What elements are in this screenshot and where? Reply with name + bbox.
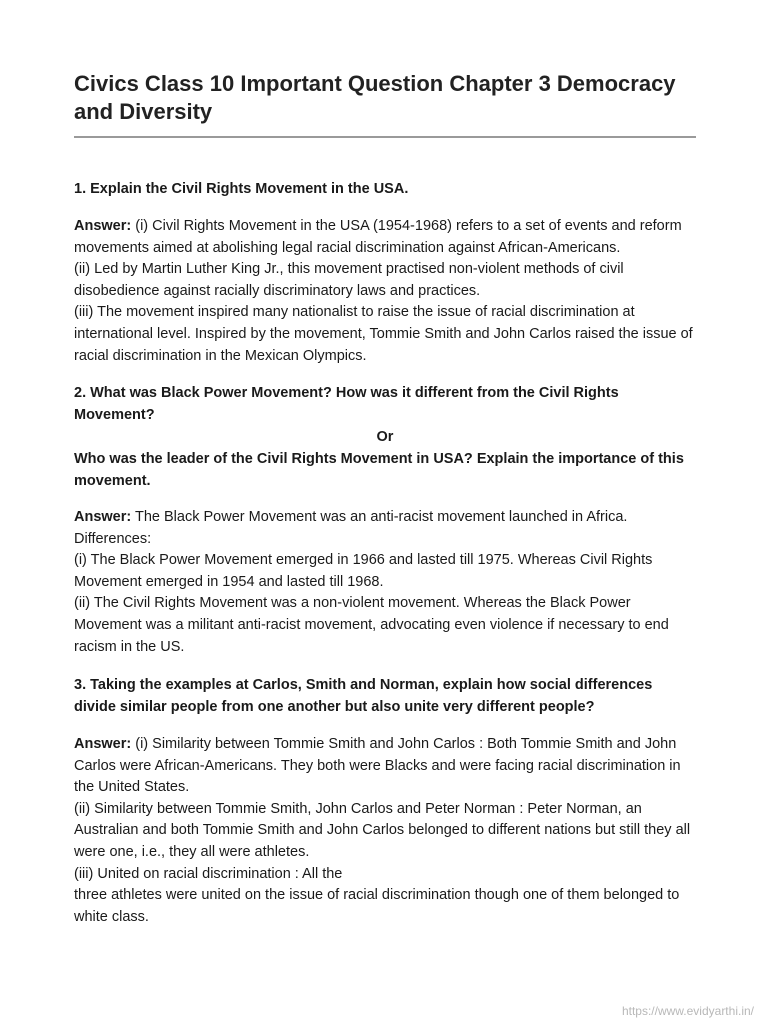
answer-3-line-1: (i) Similarity between Tommie Smith and John Carlos : Both Tommie Smith and John Carlos were African-Americans. They both were Blacks and were facing racial discrimination in the United States. [74, 736, 681, 796]
answer-1-line-3: (iii) The movement inspired many nationalist to raise the issue of racial discrimination at international level. Inspired by the movement, Tommie Smith and John Carlos raised the issue of racial discrimination in the Mexican Olympics. [74, 304, 693, 364]
source-watermark: https://www.evidyarthi.in/ [621, 1004, 754, 1018]
question-2-block [74, 382, 696, 492]
answer-2-line-3: (i) The Black Power Movement emerged in 1966 and lasted till 1975. Whereas Civil Rights Movement emerged in 1954 and lasted till 1968. [74, 552, 653, 590]
answer-2 [74, 507, 696, 658]
answer-1-first-line [74, 218, 682, 256]
answer-1 [74, 216, 696, 367]
question-1: 1. Explain the Civil Rights Movement in the USA. [74, 181, 409, 197]
answer-3-label: Answer: [74, 736, 132, 752]
answer-2-line-1: The Black Power Movement was an anti-racist movement launched in Africa. [135, 509, 628, 525]
question-2-or: Or [376, 429, 394, 445]
answer-1-line-1: (i) Civil Rights Movement in the USA (1954-1968) refers to a set of events and reform movements aimed at abolishing legal racial discrimination against African-Americans. [74, 218, 682, 256]
question-3: 3. Taking the examples at Carlos, Smith and Norman, explain how social differences divide similar people from one another but also unite very different people? [74, 677, 653, 715]
answer-1-label: Answer: [74, 218, 132, 234]
document-page [74, 70, 696, 925]
question-2b: Who was the leader of the Civil Rights Movement in USA? Explain the importance of this movement. [74, 451, 684, 489]
answer-1-line-2: (ii) Led by Martin Luther King Jr., this movement practised non-violent methods of civil disobedience against racially discriminatory laws and practices. [74, 261, 624, 299]
answer-3 [74, 734, 696, 928]
answer-2-first-line [74, 509, 627, 525]
title-divider [74, 136, 696, 138]
answer-3-first-line [74, 736, 681, 795]
answer-3-line-3: (iii) United on racial discrimination : All the [74, 865, 343, 882]
answer-2-label: Answer: [74, 509, 132, 525]
answer-2-line-2: Differences: [74, 530, 152, 547]
answer-3-line-2: (ii) Similarity between Tommie Smith, John Carlos and Peter Norman : Peter Norman, an Australian and both Tommie Smith and John Carlos belonged to different nations but still they all were one, i.e., they all were athletes. [74, 800, 691, 860]
answer-3-line-4: three athletes were united on the issue of racial discrimination though one of them belonged to white class. [74, 887, 680, 925]
page-title: Civics Class 10 Important Question Chapter 3 Democracy and Diversity [74, 71, 676, 124]
answer-2-line-4: (ii) The Civil Rights Movement was a non-violent movement. Whereas the Black Power Movement was a militant anti-racist movement, advocating even violence if necessary to end racism in the US. [74, 595, 669, 655]
question-2a: 2. What was Black Power Movement? How was it different from the Civil Rights Movement? [74, 385, 619, 423]
